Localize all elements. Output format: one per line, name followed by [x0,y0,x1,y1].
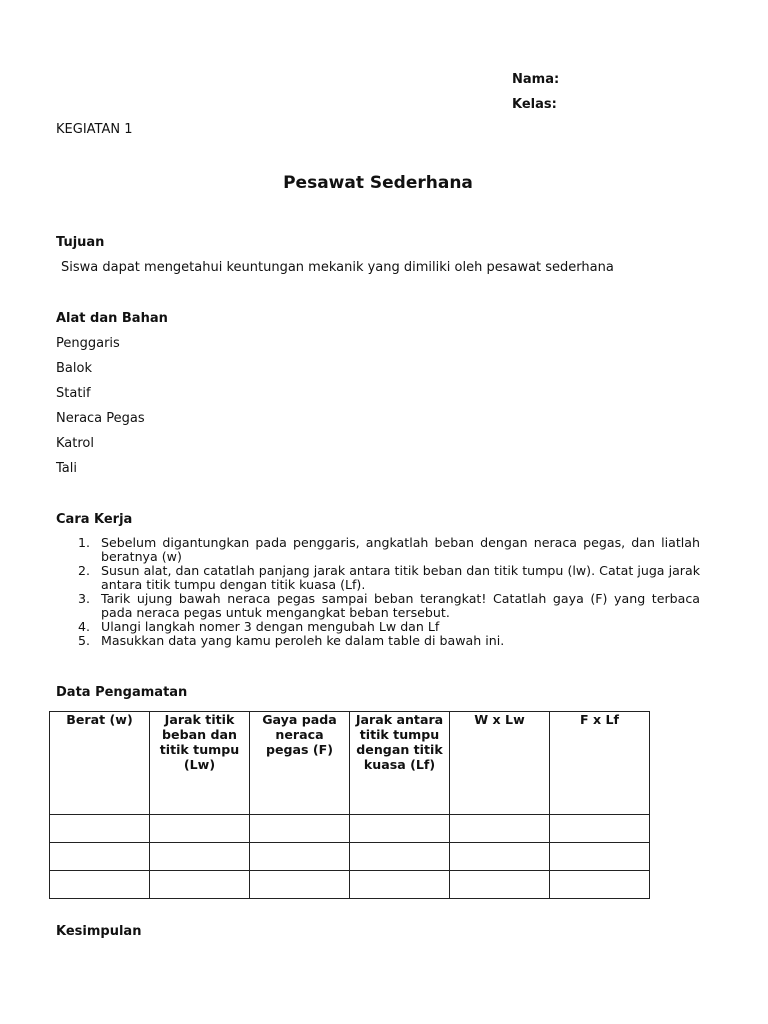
step-text: Ulangi langkah nomer 3 dengan mengubah Lw dan Lf [101,619,440,634]
cara-kerja-heading: Cara Kerja [56,512,133,527]
table-cell[interactable] [50,871,150,899]
table-cell[interactable] [450,815,550,843]
step-text: Tarik ujung bawah neraca pegas sampai beban terangkat! Catatlah gaya (F) yang terbaca pada neraca pegas untuk mengangkat beban tersebut. [101,591,700,620]
alat-item: Balok [56,361,92,376]
table-cell[interactable] [50,843,150,871]
data-pengamatan-heading: Data Pengamatan [56,685,188,700]
kesimpulan-heading: Kesimpulan [56,924,142,939]
column-header-f-x-lf: F x Lf [550,712,650,815]
step-number: 1. [78,535,91,550]
cara-kerja-list [56,536,700,648]
kelas-label: Kelas: [512,97,557,112]
table-cell[interactable] [450,843,550,871]
step-number: 5. [78,633,91,648]
table-cell[interactable] [250,815,350,843]
table-cell[interactable] [550,843,650,871]
step-text: Susun alat, dan catatlah panjang jarak antara titik beban dan titik tumpu (lw). Catat juga jarak antara titik tumpu dengan titik kuasa (Lf). [101,563,700,592]
alat-item: Katrol [56,436,94,451]
alat-item: Penggaris [56,336,120,351]
column-header-lf: Jarak antara titik tumpu dengan titik kuasa (Lf) [350,712,450,815]
step-number: 3. [78,591,91,606]
kegiatan-label: KEGIATAN 1 [56,122,133,137]
table-cell[interactable] [550,871,650,899]
column-header-gaya: Gaya pada neraca pegas (F) [250,712,350,815]
step-text: Masukkan data yang kamu peroleh ke dalam table di bawah ini. [101,633,505,648]
step-item [56,536,700,564]
tujuan-heading: Tujuan [56,235,105,250]
table-cell[interactable] [150,843,250,871]
table-cell[interactable] [250,871,350,899]
step-item [56,634,700,648]
table-cell[interactable] [50,815,150,843]
step-text: Sebelum digantungkan pada penggaris, angkatlah beban dengan neraca pegas, dan liatlah beratnya (w) [101,535,700,564]
table-cell[interactable] [550,815,650,843]
table-cell[interactable] [450,871,550,899]
table-row [50,815,650,843]
alat-item: Tali [56,461,77,476]
nama-label: Nama: [512,72,560,87]
table-cell[interactable] [350,843,450,871]
table-cell[interactable] [150,871,250,899]
column-header-berat: Berat (w) [50,712,150,815]
table-row [50,871,650,899]
step-item [56,592,700,620]
alat-heading: Alat dan Bahan [56,311,168,326]
tujuan-text: Siswa dapat mengetahui keuntungan mekanik yang dimiliki oleh pesawat sederhana [61,260,614,275]
table-cell[interactable] [350,815,450,843]
table-row [50,843,650,871]
column-header-lw: Jarak titik beban dan titik tumpu (Lw) [150,712,250,815]
page-title: Pesawat Sederhana [283,173,473,193]
alat-item: Neraca Pegas [56,411,145,426]
table-cell[interactable] [250,843,350,871]
table-cell[interactable] [350,871,450,899]
step-item [56,564,700,592]
step-number: 4. [78,619,91,634]
alat-item: Statif [56,386,91,401]
observation-table [49,711,650,899]
table-cell[interactable] [150,815,250,843]
step-number: 2. [78,563,91,578]
table-header-row [50,712,650,815]
column-header-w-x-lw: W x Lw [450,712,550,815]
step-item [56,620,700,634]
